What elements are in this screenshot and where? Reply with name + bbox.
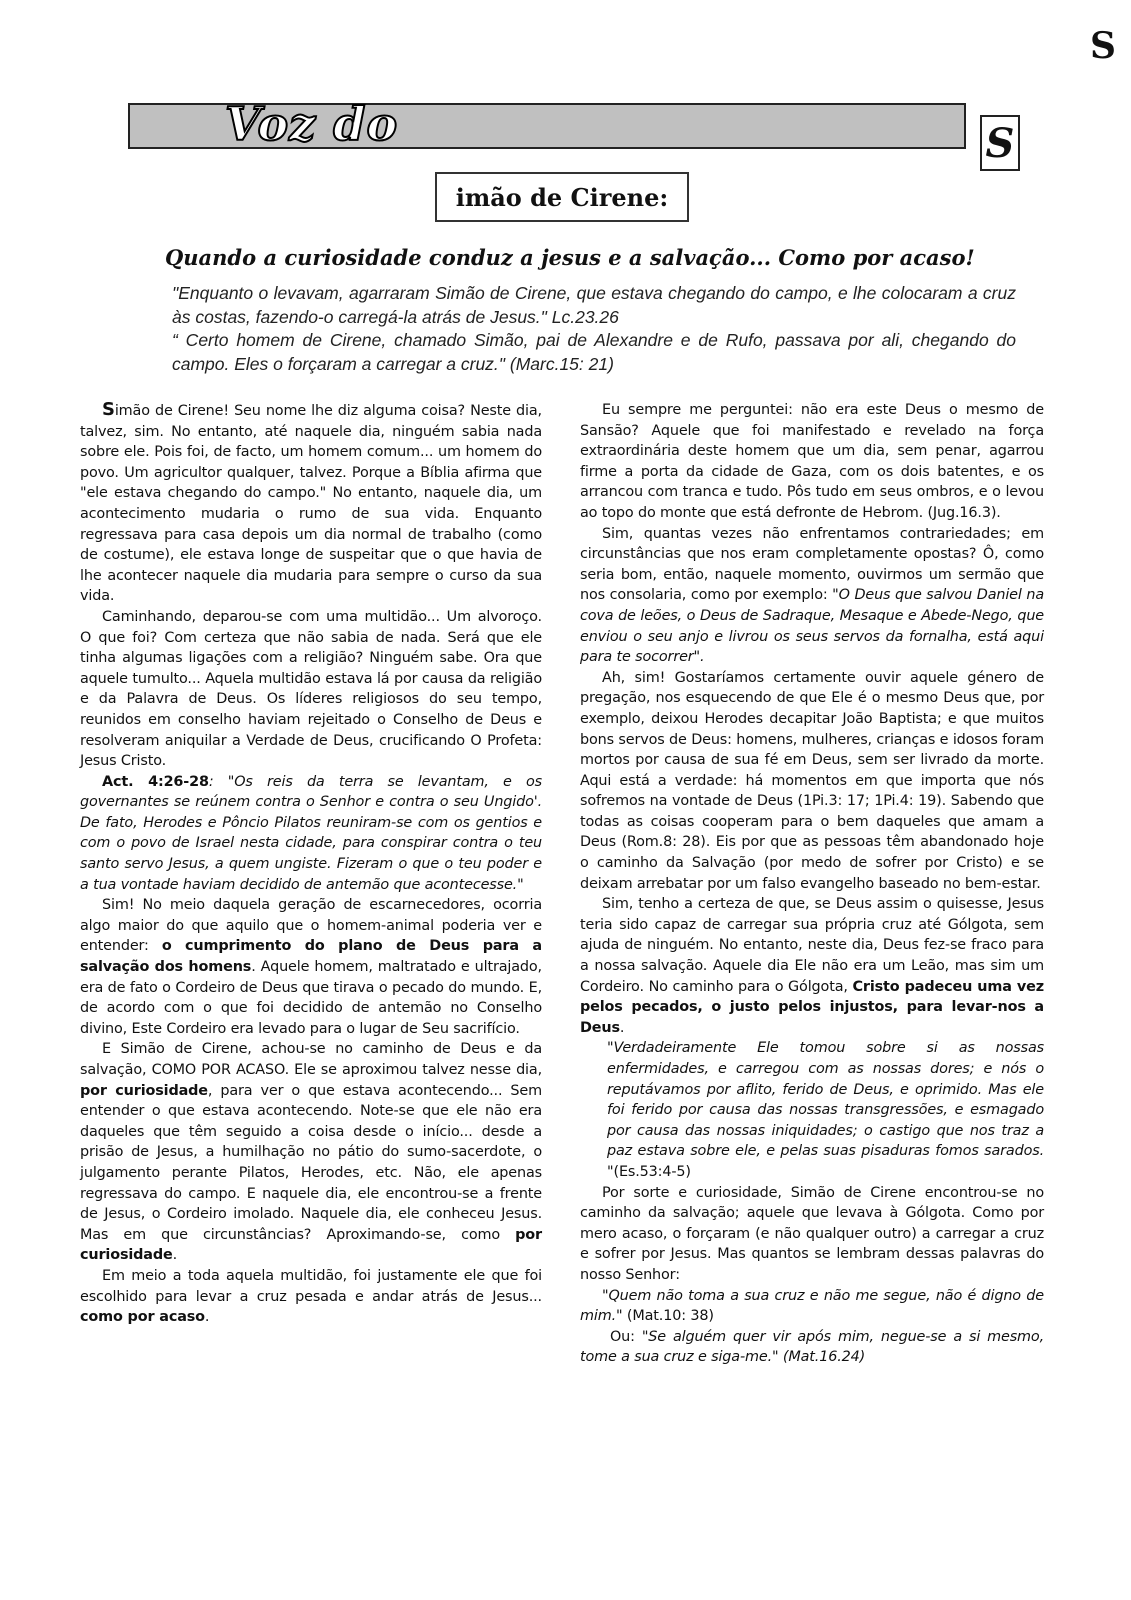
text: Sim! No meio daquela geração de escarnecedores, ocorria algo maior do que aquilo que o homem-animal poderia ver e entender: <box>80 897 542 955</box>
article-heading: Quando a curiosidade conduz a jesus e a salvação... Como por acaso! <box>165 245 975 270</box>
text: Sim, quantas vezes não enfrentamos contrariedades; em circunstâncias que nos eram completamente opostas? Ô, como seria bom, então, naquele momento, ouvirmos um sermão que nos consolaria, como por exemplo: <box>580 525 1044 604</box>
text: . <box>172 1247 178 1264</box>
subtitle-box: imão de Cirene: <box>435 172 689 222</box>
block-quote <box>580 1327 1044 1368</box>
paragraph: Por sorte e curiosidade, Simão de Cirene encontrou-se no caminho da salvação; aquele que levava à Gólgota. Como por mero acaso, o forçaram (e não qualquer outro) a carregar a cruz e sofrer por Jesus. Mas quantos se lembram dessas palavras do nosso Senhor: <box>580 1184 1044 1283</box>
corner-mark: S <box>1090 25 1116 67</box>
paragraph: Caminhando, deparou-se com uma multidão... Um alvoroço. O que foi? Com certeza que não sabia de nada. Será que ele tinha algumas ligações com a religião? Ninguém sabe. Ora que aquele tumulto... Aquela multidão estava lá por causa da religião e da Palavra de Deus. Os líderes religiosos do seu tempo, reunidos em conselho haviam rejeitado o Conselho de Deus e resolveram aniquilar a Verdade de Deus, crucificando O Profeta: Jesus Cristo. <box>80 608 542 770</box>
paragraph <box>580 894 1044 1038</box>
paragraph <box>80 772 542 896</box>
paragraph: Ah, sim! Gostaríamos certamente ouvir aquele género de pregação, nos esquecendo de que Ele é o mesmo Deus que, por exemplo, deixou Herodes decapitar João Baptista; e que muitos bons servos de Deus: homens, mulheres, crianças e idosos foram mortos por causa de sua fé em Deus, sem ser livrado da morte. Aqui está a verdade: há momentos em que importa que nós sofremos na vontade de Deus (1Pi.3: 17; 1Pi.4: 19). Sabendo que todas as coisas cooperam para o bem daqueles que amam a Deus (Rom.8: 28). Eis por que as pessoas têm abandonado hoje o caminho da Salvação (por medo de sofrer por Cristo) e se deixam arrebatar por um falso evangelho baseado no bem-estar. <box>580 669 1044 892</box>
left-column <box>80 400 542 1328</box>
text: Em meio a toda aquela multidão, foi justamente ele que foi escolhido para levar a cruz pesada e andar atrás de Jesus... <box>80 1267 542 1305</box>
emphasis: por curiosidade <box>80 1226 542 1264</box>
scripture-ref: Act. 4:26-28 <box>102 773 209 790</box>
scripture-text: "O Deus que salvou Daniel na cova de leões, o Deus de Sadraque, Mesaque e Abede-Nego, que enviou o seu anjo e livrou os seus servos da fornalha, está aqui para te socorrer". <box>580 587 1044 666</box>
paragraph <box>80 400 542 607</box>
scripture-text: "Quem não toma a sua cruz e não me segue, não é digno de mim." <box>580 1287 1044 1325</box>
scripture-text: "Se alguém quer vir após mim, negue-se a si mesmo, tome a sua cruz e siga-me." (Mat.16.24) <box>580 1328 1044 1366</box>
block-quote <box>580 1038 1044 1182</box>
paragraph <box>80 1266 542 1328</box>
banner-title: Voz do <box>225 97 399 151</box>
text: , para ver o que estava acontecendo... Sem entender o que estava acontecendo. Note-se que ele não era daqueles que têm seguido a coisa desde o início... desde a prisão de Jesus, a humilhação no pátio do sumo-sacerdote, o julgamento perante Pilatos, Herodes, etc. Não, ele apenas regressava do campo. E naquele dia, ele encontrou-se a frente de Jesus, o Cordeiro imolado. Naquele dia, ele conheceu Jesus. Mas em que circunstâncias? Aproximando-se, como <box>80 1082 542 1243</box>
scripture-text: : "Os reis da terra se levantam, e os governantes se reúnem contra o Senhor e contra o seu Ungido'. De fato, Herodes e Pôncio Pilatos reuniram-se com os gentios e com o povo de Israel nesta cidade, para conspirar contra o teu santo servo Jesus, a quem ungiste. Fizeram o que o teu poder e a tua vontade haviam decidido de antemão que acontecesse." <box>80 773 542 893</box>
text: . Aquele homem, maltratado e ultrajado, era de fato o Cordeiro de Deus que tirava o pecado do mundo. E, de acordo com o que foi decidido de antemão no Conselho divino, Este Cordeiro era levado para o lugar de Seu sacrifício. <box>80 959 542 1037</box>
emphasis: como por acaso <box>80 1309 205 1326</box>
text: Sim, tenho a certeza de que, se Deus assim o quisesse, Jesus teria sido capaz de carregar sua própria cruz até Gólgota, sem ajuda de ninguém. No entanto, neste dia, Deus fez-se fraco para a nossa salvação. Aquele dia Ele não era um Leão, mas sim um Cordeiro. No caminho para o Gólgota, <box>580 896 1044 995</box>
paragraph <box>580 524 1044 668</box>
paragraph <box>80 1039 542 1266</box>
scripture-ref: (Mat.10: 38) <box>622 1308 714 1325</box>
title-banner <box>128 97 966 151</box>
emphasis: Cristo padeceu uma vez pelos pecados, o justo pelos injustos, para levar-nos a Deus <box>580 978 1044 1036</box>
quote-mark: “ Certo homem de Cirene, chamado Simão, pai de Alexandre e de Rufo, passava por ali, chegando do campo. Eles o forçaram a carregar a cruz." (Marc.15: 21) <box>172 330 1016 374</box>
text: imão de Cirene! Seu nome lhe diz alguma coisa? Neste dia, talvez, sim. No entanto, até naquele dia, ninguém sabia nada sobre ele. Pois foi, de facto, um homem comum... um homem do povo. Um agricultor qualquer, talvez. Porque a Bíblia afirma que "ele estava chegando do campo." No entanto, naquele dia, um acontecimento mudaria o rumo de sua vida. Enquanto regressava para casa depois um dia normal de trabalho (como de costume), ele estava longe de suspeitar que o que havia de lhe acontecer naquele dia mudaria para sempre o curso da sua vida. <box>80 403 542 605</box>
text: E Simão de Cirene, achou-se no caminho de Deus e da salvação, COMO POR ACASO. Ele se aproximou talvez nesse dia, <box>80 1041 542 1078</box>
text: Ou: <box>610 1328 642 1345</box>
scripture-text: "Verdadeiramente Ele tomou sobre si as nossas enfermidades, e carregou com as nossas dores; e nós o reputávamos por aflito, ferido de Deus, e oprimido. Mas ele foi ferido por causa das nossas transgressões, e esmagado por causa das nossas iniquidades; o castigo que nos traz a paz estava sobre ele, e pelas suas pisaduras fomos sarados. " <box>607 1040 1044 1180</box>
scripture-ref: (Es.53:4-5) <box>613 1163 691 1180</box>
emphasis: o cumprimento do plano de Deus para a salvação dos homens <box>80 938 542 976</box>
right-column <box>580 400 1044 1368</box>
block-quote <box>580 1286 1044 1327</box>
paragraph: Eu sempre me perguntei: não era este Deus o mesmo de Sansão? Aquele que foi manifestado e revelado na força extraordinária deste homem que um dia, sem penar, agarrou firme a porta da cidade de Gaza, com os dois batentes, e os arrancou com tranca e tudo. Pôs tudo em seus ombros, e o levou ao topo do monte que está defronte de Hebrom. (Jug.16.3). <box>580 402 1044 521</box>
paragraph <box>80 895 542 1039</box>
epigraph-quotes <box>172 282 1016 376</box>
emphasis: por curiosidade <box>80 1082 208 1099</box>
text: . <box>619 1019 625 1036</box>
drop-cap: S <box>102 399 115 420</box>
quote-luke: "Enquanto o levavam, agarraram Simão de Cirene, que estava chegando do campo, e lhe colocaram a cruz às costas, fazendo-o carregá-la atrás de Jesus." Lc.23.26 <box>172 283 1016 327</box>
initial-letter-box: S <box>980 115 1020 171</box>
text: . <box>204 1309 210 1326</box>
